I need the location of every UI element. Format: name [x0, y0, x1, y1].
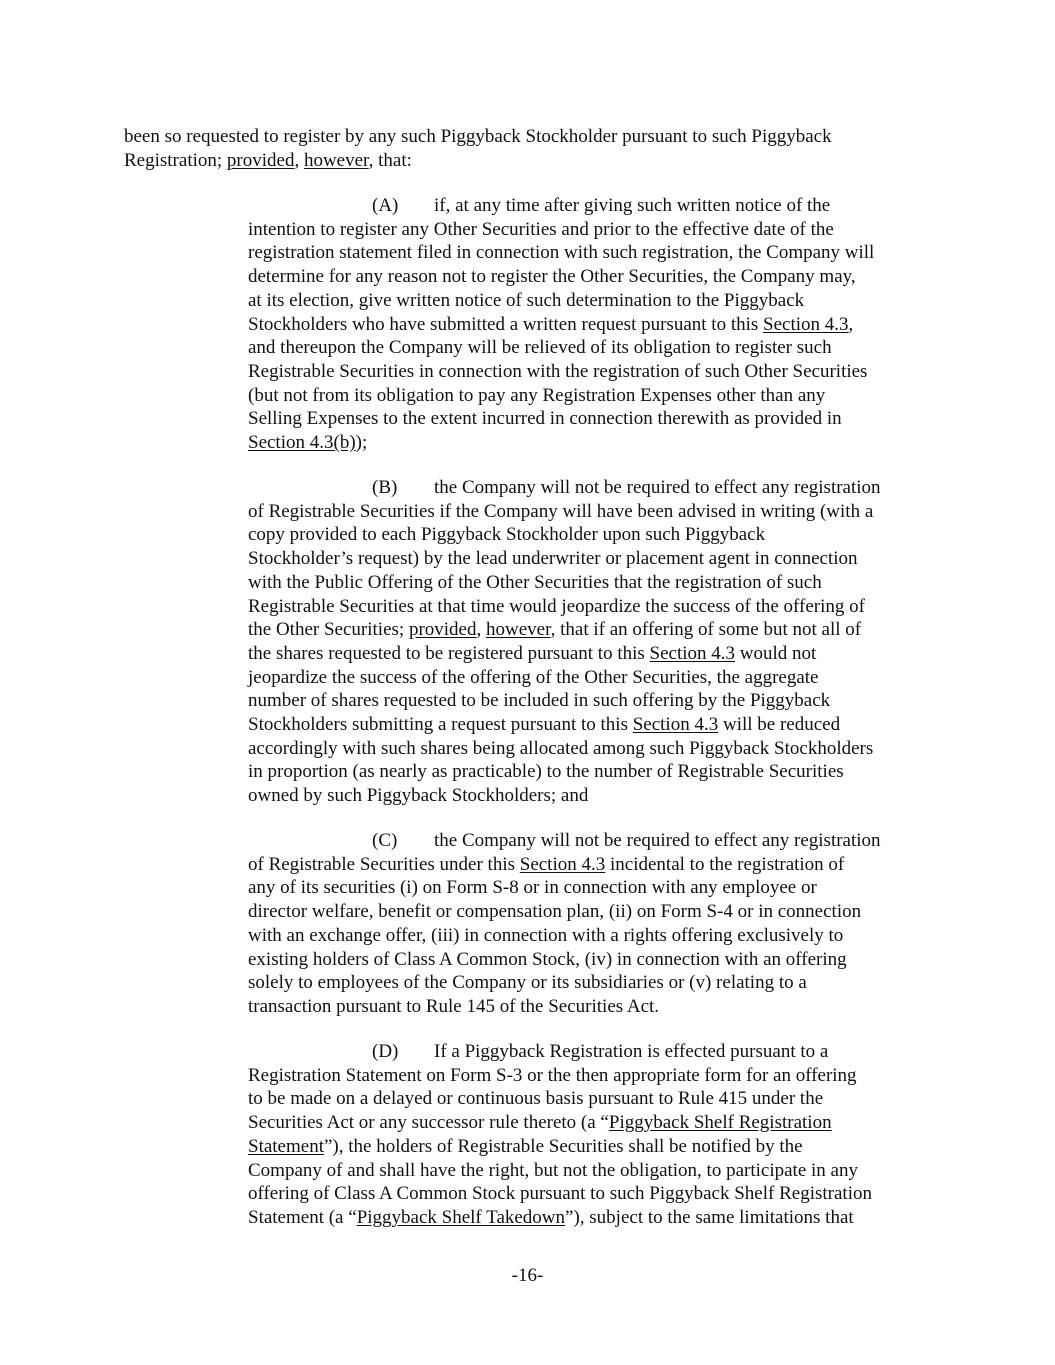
provided-term: provided [408, 619, 477, 641]
defined-term: Statement [248, 1135, 324, 1157]
text-line: jeopardize the success of the offering of the Other Securities, the aggregate [248, 666, 819, 688]
text-line: (B) the Company will not be required to effect any registration [372, 477, 881, 498]
clause-label: (A) [372, 195, 399, 216]
text-line: (A) if, at any time after giving such written notice of the [372, 195, 831, 216]
defined-term: Piggyback Shelf Registration [608, 1112, 832, 1134]
text-line: (C) the Company will not be required to effect any registration [372, 830, 881, 851]
provided-term: provided [226, 149, 295, 171]
text-line: Stockholders submitting a request pursuant to this Section 4.3 will be reduced [248, 714, 841, 736]
text-line: Statement”), the holders of Registrable Securities shall be notified by the [248, 1135, 803, 1157]
text-line: Registrable Securities in connection with the registration of such Other Securities [248, 360, 868, 382]
text-line: any of its securities (i) on Form S-8 or in connection with any employee or [248, 877, 817, 899]
text-line: the shares requested to be registered pursuant to this Section 4.3 would not [248, 642, 817, 664]
text-line: Statement (a “Piggyback Shelf Takedown”), subject to the same limitations that [248, 1206, 854, 1228]
text-line: existing holders of Class A Common Stock, (iv) in connection with an offering [248, 948, 847, 970]
text-line: determine for any reason not to register the Other Securities, the Company may, [248, 266, 856, 288]
text-line: of Registrable Securities if the Company will have been advised in writing (with a [248, 500, 874, 522]
section-reference: Section 4.3(b) [248, 432, 356, 454]
text-line: Section 4.3(b)); [248, 432, 368, 454]
text-line: at its election, give written notice of such determination to the Piggyback [248, 289, 805, 311]
text-line: Registrable Securities at that time would jeopardize the success of the offering of [248, 595, 865, 617]
text-line: copy provided to each Piggyback Stockholder upon such Piggyback [248, 524, 766, 546]
defined-term: Piggyback Shelf Takedown [356, 1206, 566, 1228]
clause-label: (B) [372, 477, 398, 498]
text-line: to be made on a delayed or continuous basis pursuant to Rule 415 under the [248, 1088, 824, 1110]
text-line: intention to register any Other Securities and prior to the effective date of the [248, 218, 834, 240]
text-line: Securities Act or any successor rule thereto (a “Piggyback Shelf Registration [248, 1112, 832, 1134]
clause-label: (C) [372, 830, 398, 851]
text-line: Stockholders who have submitted a written request pursuant to this Section 4.3, [248, 313, 854, 335]
page-number: -16- [511, 1265, 544, 1286]
section-reference: Section 4.3 [632, 714, 719, 736]
intro-paragraph [124, 125, 944, 172]
clause-c [248, 829, 938, 1019]
section-reference: Section 4.3 [649, 642, 736, 664]
text-line: been so requested to register by any such Piggyback Stockholder pursuant to such Piggyback [124, 126, 832, 147]
text-line: owned by such Piggyback Stockholders; and [248, 785, 589, 807]
text-line: solely to employees of the Company or its subsidiaries or (v) relating to a [248, 972, 807, 994]
text-line: Selling Expenses to the extent incurred in connection therewith as provided in [248, 408, 842, 430]
however-term: however [485, 619, 551, 641]
text-line: number of shares requested to be included in such offering by the Piggyback [248, 690, 831, 712]
text-line: in proportion (as nearly as practicable) to the number of Registrable Securities [248, 761, 844, 783]
section-reference: Section 4.3 [763, 313, 849, 335]
text-line: with the Public Offering of the Other Securities that the registration of such [248, 571, 822, 593]
text-line: transaction pursuant to Rule 145 of the Securities Act. [248, 995, 660, 1017]
clause-label: (D) [372, 1041, 399, 1062]
text-line: director welfare, benefit or compensation plan, (ii) on Form S-4 or in connection [248, 901, 862, 923]
text-line: of Registrable Securities under this Section 4.3 incidental to the registration of [248, 853, 845, 875]
clause-d [248, 1040, 938, 1230]
text-line: accordingly with such shares being allocated among such Piggyback Stockholders [248, 737, 874, 759]
clause-a [248, 194, 938, 455]
text-line: with an exchange offer, (iii) in connection with a rights offering exclusively to [248, 924, 844, 946]
however-term: however [303, 149, 369, 171]
text-line: (D) If a Piggyback Registration is effected pursuant to a [372, 1041, 829, 1062]
text-line: registration statement filed in connection with such registration, the Company will [248, 242, 875, 264]
text-line: Stockholder’s request) by the lead underwriter or placement agent in connection [248, 548, 858, 570]
text-line: offering of Class A Common Stock pursuant to such Piggyback Shelf Registration [248, 1183, 872, 1205]
section-reference: Section 4.3 [519, 853, 606, 875]
clause-b [248, 476, 938, 808]
text-line: Company of and shall have the right, but not the obligation, to participate in any [248, 1159, 858, 1181]
text-line: (but not from its obligation to pay any Registration Expenses other than any [248, 384, 826, 406]
text-line: and thereupon the Company will be relieved of its obligation to register such [248, 337, 832, 359]
text-line: Registration Statement on Form S-3 or the then appropriate form for an offering [248, 1064, 857, 1086]
text-line: the Other Securities; provided, however, that if an offering of some but not all of [248, 619, 862, 641]
text-line: Registration; provided, however, that: [124, 149, 412, 171]
